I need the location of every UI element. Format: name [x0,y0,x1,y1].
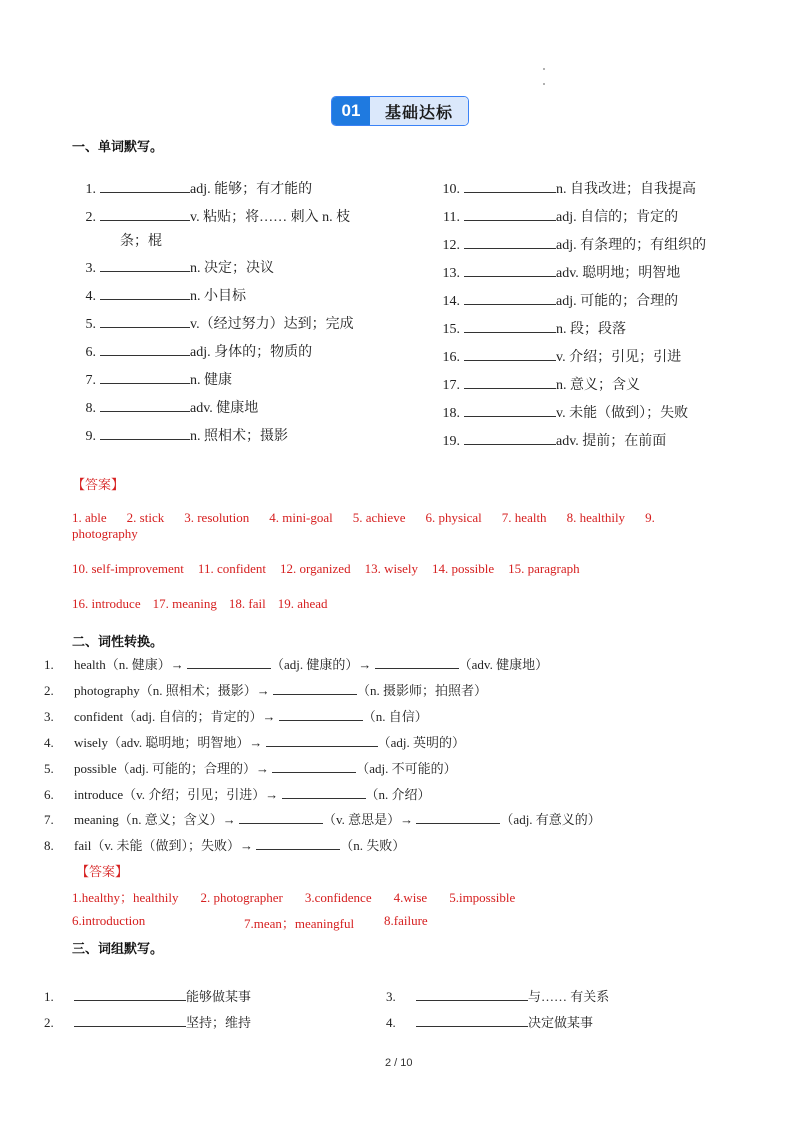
answer-blank [282,786,366,799]
item-definition: n. 健康 [190,373,232,388]
answer-text: 17. meaning [152,596,217,611]
item-number: 18. [442,406,460,421]
vocab-item [72,397,258,419]
item-number: 10. [442,182,460,197]
answer-text: 3. resolution [184,510,250,525]
answer-blank [464,430,556,445]
item-number: 11. [443,210,460,225]
item-definition: adj. 可能的；合理的 [556,294,679,309]
section-title-phrase-dictation: 三、词组默写。 [72,942,164,957]
answer-blank [464,234,556,249]
answer-line [72,913,492,929]
answer-blank [273,682,357,695]
source-word: introduce（v. 介绍；引见；引进）→ [74,787,282,802]
answer-text: 4. mini-goal [269,510,333,525]
item-number: 4. [44,735,54,750]
answer-blank [279,708,363,721]
answer-blank [100,397,190,412]
conversion-item [44,836,405,856]
item-number: 5. [44,761,54,776]
phrase-item [44,987,251,1007]
vocab-item [430,374,640,396]
item-number: 2. [85,210,96,225]
item-definition: n. 自我改进；自我提高 [556,182,696,197]
item-number: 12. [442,238,460,253]
vocab-item [430,346,681,368]
item-definition: n. 决定；决议 [190,261,274,276]
answer-blank [464,346,556,361]
conversion-item [44,810,601,830]
item-number: 14. [442,294,460,309]
answer-blank [464,178,556,193]
item-definition: adj. 身体的；物质的 [190,345,313,360]
target-hint: （n. 摄影师；拍照者） [356,683,487,698]
item-number: 19. [442,434,460,449]
item-number: 15. [442,322,460,337]
answer-line [72,887,537,906]
vocab-item [430,262,680,284]
answer-text: 4.wise [393,890,428,905]
phrase-item [386,987,609,1007]
section-title-part-of-speech: 二、词性转换。 [72,635,164,650]
vocab-item [72,257,274,279]
target-hint: （adj. 英明的） [377,735,466,750]
answer-text: 5.impossible [449,890,516,905]
item-number: 1. [85,182,96,197]
item-number: 5. [85,317,96,332]
answer-blank [464,206,556,221]
target-hint: （adv. 健康地） [458,657,549,672]
answer-line [72,510,675,526]
vocab-item [72,313,354,335]
item-definition: v. 介绍；引见；引进 [556,350,682,365]
item-number: 4. [386,1015,396,1030]
source-word: meaning（n. 意义；含义）→ [74,812,240,827]
source-word: photography（n. 照相术；摄影）→ [74,683,273,698]
item-number: 3. [85,261,96,276]
vocab-item [72,425,288,447]
answer-label: 【答案】 [72,478,125,493]
answer-text: 19. ahead [277,596,328,611]
item-definition: n. 小目标 [190,289,246,304]
target-hint: （n. 介绍） [365,787,431,802]
item-number: 2. [44,683,54,698]
section-number: 01 [332,97,370,125]
item-definition-continued: 条；棍 [120,234,162,249]
item-number: 1. [44,989,54,1004]
answer-text: 9. [645,510,655,525]
answer-blank [416,811,500,824]
item-number: 16. [442,350,460,365]
answer-blank [74,988,186,1001]
answer-text: 12. organized [280,561,351,576]
conversion-item [44,733,465,753]
vocab-item [72,285,246,307]
vocab-item [72,369,232,391]
item-definition: v.（经过努力）达到；完成 [190,317,354,332]
item-definition: 坚持；维持 [186,1015,252,1030]
answer-blank [74,1014,186,1027]
answer-blank [464,402,556,417]
vocab-item [430,290,678,312]
item-number: 4. [85,289,96,304]
item-number: 3. [44,709,54,724]
item-definition: v. 粘贴；将…… 刺入 n. 枝 [190,210,351,225]
answer-blank [416,1014,528,1027]
conversion-item [44,785,431,805]
answer-blank [464,318,556,333]
answer-text: 1.healthy；healthily [72,890,179,905]
item-number: 3. [386,989,396,1004]
item-definition: n. 段；段落 [556,322,626,337]
answer-blank [464,262,556,277]
source-word: confident（adj. 自信的；肯定的）→ [74,709,279,724]
answer-blank [100,178,190,193]
page-number: 2 / 10 [385,1057,413,1069]
answer-blank [100,341,190,356]
answer-blank [239,811,323,824]
item-definition: 与…… 有关系 [528,989,610,1004]
vocab-item [72,341,312,363]
phrase-item [386,1013,593,1033]
item-number: 9. [85,429,96,444]
vocab-item [430,318,626,340]
answer-text: 5. achieve [352,510,406,525]
conversion-item [44,707,428,727]
vocab-item [72,178,312,200]
answer-text: 8. healthily [566,510,626,525]
item-number: 2. [44,1015,54,1030]
item-number: 6. [85,345,96,360]
item-definition: adv. 提前；在前面 [556,434,667,449]
target-hint: （adj. 有意义的） [500,812,601,827]
answer-text: 2. stick [126,510,165,525]
answer-text: 6.introduction [72,913,146,928]
answer-line-wrap: photography [72,526,138,541]
answer-blank [100,313,190,328]
vocab-item [430,234,706,256]
answer-text: 10. self-improvement [72,561,184,576]
answer-line [72,596,340,612]
target-hint: （adj. 健康的）→ [271,657,375,672]
source-word: fail（v. 未能（做到）；失败）→ [74,838,257,853]
item-number: 17. [442,378,460,393]
answer-text: 3.confidence [304,890,372,905]
item-definition: n. 意义；含义 [556,378,640,393]
answer-blank [100,206,190,221]
target-hint: （v. 意思是）→ [323,812,417,827]
item-definition: adv. 聪明地；明智地 [556,266,681,281]
vocab-item [430,206,678,228]
vocab-item [430,178,696,200]
answer-text: 8.failure [384,913,428,928]
answer-label: 【答案】 [76,865,129,880]
source-word: health（n. 健康）→ [74,657,188,672]
item-definition: n. 照相术；摄影 [190,429,288,444]
answer-blank [375,656,459,669]
answer-blank [100,285,190,300]
vocab-item [430,402,688,424]
item-number: 7. [85,373,96,388]
answer-blank [100,369,190,384]
conversion-item [44,655,548,675]
item-number: 13. [442,266,460,281]
target-hint: （n. 自信） [362,709,428,724]
section-header-badge [331,96,469,126]
answer-text: 13. wisely [364,561,419,576]
item-definition: 决定做某事 [528,1015,594,1030]
answer-text: 16. introduce [72,596,141,611]
item-definition: adj. 能够；有才能的 [190,182,313,197]
section-title-word-dictation: 一、单词默写。 [72,140,164,155]
section-header-title: 基础达标 [370,97,468,125]
item-number: 7. [44,812,54,827]
item-number: 8. [44,838,54,853]
answer-blank [100,257,190,272]
item-number: 6. [44,787,54,802]
answer-blank [272,760,356,773]
target-hint: （adj. 不可能的） [356,761,457,776]
answer-blank [266,734,378,747]
answer-text: 1. able [72,510,107,525]
answer-blank [416,988,528,1001]
vocab-item [72,206,350,228]
item-definition: 能够做某事 [186,989,252,1004]
answer-blank [464,374,556,389]
answer-blank [256,837,340,850]
item-number: 8. [85,401,96,416]
item-definition: adv. 健康地 [190,401,259,416]
item-definition: adj. 有条理的；有组织的 [556,238,707,253]
answer-blank [187,656,271,669]
answer-blank [100,425,190,440]
answer-line [72,561,594,577]
answer-text: 15. paragraph [508,561,580,576]
vocab-item [430,430,666,452]
source-word: possible（adj. 可能的；合理的）→ [74,761,273,776]
answer-text: 14. possible [432,561,495,576]
answer-text: 18. fail [228,596,266,611]
answer-text: 11. confident [197,561,267,576]
decorative-dot [543,83,545,85]
answer-blank [464,290,556,305]
phrase-item [44,1013,251,1033]
item-number: 1. [44,657,54,672]
answer-text: 7. health [501,510,547,525]
conversion-item [44,681,487,701]
answer-text: 2. photographer [200,890,283,905]
answer-text: 7.mean；meaningful [244,916,355,931]
conversion-item [44,759,457,779]
answer-text: 6. physical [425,510,482,525]
source-word: wisely（adv. 聪明地；明智地）→ [74,735,266,750]
target-hint: （n. 失败） [340,838,406,853]
item-definition: adj. 自信的；肯定的 [556,210,679,225]
item-definition: v. 未能（做到）；失败 [556,406,689,421]
decorative-dot [543,68,545,70]
